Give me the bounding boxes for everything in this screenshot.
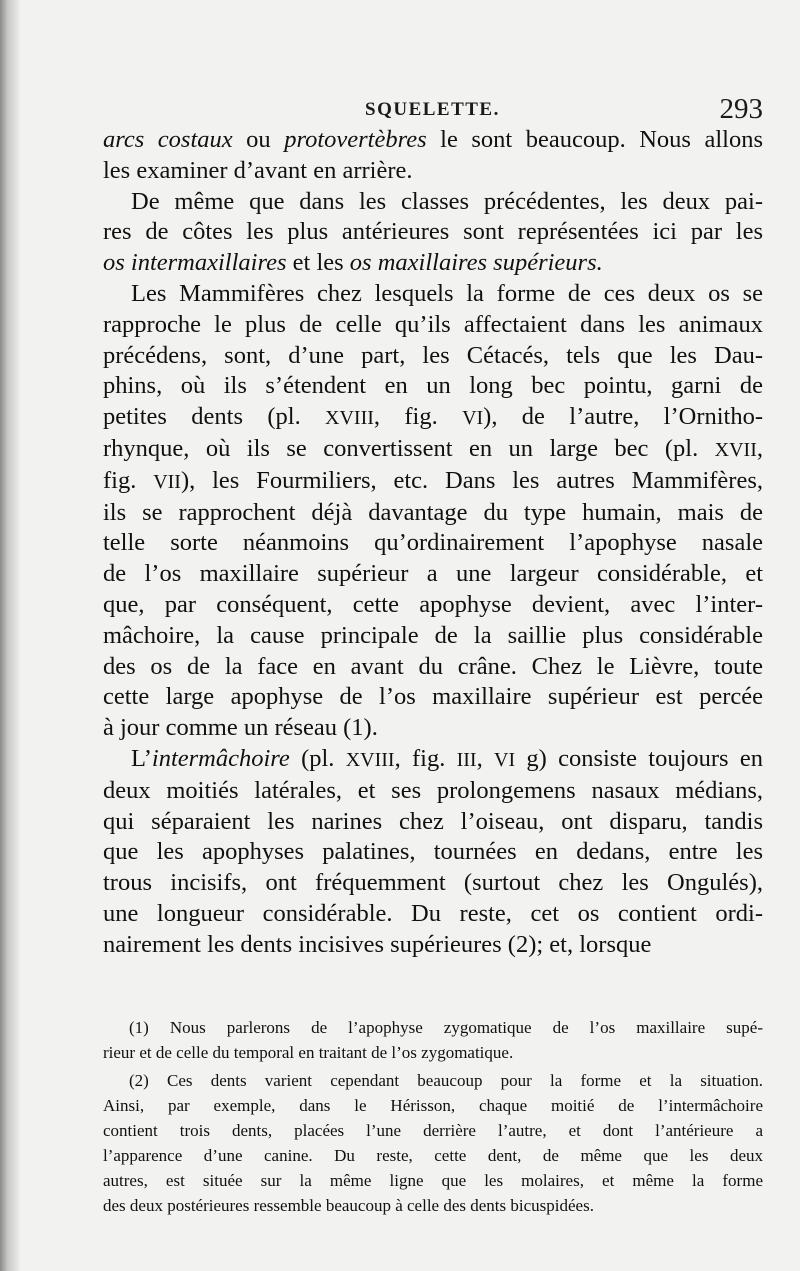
text-run: qui séparaient les narines chez l’oiseau, ont disparu, tandis [103, 807, 763, 835]
main-text [103, 125, 763, 961]
text-line [103, 187, 763, 218]
text-run: , fig. [394, 744, 457, 772]
text-run: petites dents (pl. [103, 403, 326, 431]
italic-run: os maxillaires supérieurs. [349, 249, 603, 277]
text-line [103, 930, 763, 961]
text-line [103, 498, 763, 529]
text-run: res de côtes les plus antérieures sont représentées ici par les [103, 218, 763, 246]
text-run: ), les Fourmiliers, etc. Dans les autres Mammifères, [180, 466, 763, 494]
text-line [103, 652, 763, 683]
text-run: des os de la face en avant du crâne. Chez le Lièvre, toute [103, 652, 763, 680]
text-line [103, 156, 763, 187]
text-run: III [456, 748, 477, 771]
italic-run: protovertèbres [284, 126, 427, 153]
text-run: VI [494, 748, 516, 771]
text-run: , [476, 744, 494, 772]
text-run: , fig. [373, 403, 463, 431]
text-run: mâchoire, la cause principale de la saillie plus considérable [103, 621, 763, 649]
italic-run: arcs costaux [103, 126, 233, 153]
text-run: de l’os maxillaire supérieur a une largeur considérable, et [103, 560, 763, 588]
text-run: que, par conséquent, cette apophyse devient, avec l’inter- [103, 590, 763, 618]
footnote-line: (1) Nous parlerons de l’apophyse zygomatique de l’os maxillaire supé- [129, 1018, 763, 1037]
text-run: cette large apophyse de l’os maxillaire supérieur est percée [103, 683, 763, 711]
footnote [103, 1068, 763, 1218]
text-run: ), de l’autre, l’Ornitho- [483, 403, 763, 431]
text-run: L’ [131, 744, 152, 772]
text-line [103, 559, 763, 590]
text-run: une longueur considérable. Du reste, cet os contient ordi- [103, 899, 763, 927]
text-line [103, 776, 763, 807]
text-run: à jour comme un réseau (1). [103, 714, 378, 742]
italic-run: os intermaxillaires [103, 249, 287, 277]
footnote-line: (2) Ces dents varient cependant beaucoup pour la forme et la situation. [129, 1071, 763, 1090]
text-run: XVII [714, 438, 757, 461]
text-line [103, 590, 763, 621]
text-line [103, 434, 763, 466]
text-line [103, 621, 763, 652]
text-line [103, 713, 763, 744]
text-run: , [756, 434, 763, 462]
running-title: SQUELETTE. [365, 99, 500, 120]
paragraph [103, 744, 763, 961]
text-line [103, 899, 763, 930]
footnote-line: rieur et de celle du temporal en traitant de l’os zygomatique. [103, 1043, 514, 1062]
text-run: rhynque, où ils se convertissent en un large bec (pl. [103, 434, 715, 462]
text-line [103, 125, 763, 156]
paragraph [103, 279, 763, 744]
page-header [103, 93, 763, 129]
text-run: ou [232, 126, 285, 153]
footnotes [103, 1015, 763, 1221]
text-run: XVIII [325, 407, 374, 430]
footnote-line: Ainsi, par exemple, dans le Hérisson, chaque moitié de l’intermâchoire [103, 1096, 763, 1115]
text-run: et les [286, 249, 350, 277]
text-run: rapproche le plus de celle qu’ils affectaient dans les animaux [103, 310, 763, 338]
page-gutter-shadow [0, 0, 20, 1271]
text-run: XVIII [345, 748, 395, 771]
text-line [103, 310, 763, 341]
paragraph [103, 125, 763, 187]
text-run: phins, où ils s’étendent en un long bec pointu, garni de [103, 372, 763, 400]
text-line [103, 402, 763, 434]
text-run: précédens, sont, d’une part, les Cétacés, tels que les Dau- [103, 341, 763, 369]
text-line [103, 279, 763, 310]
text-line [103, 466, 763, 498]
text-run: g) consiste toujours en [515, 744, 763, 772]
text-run: que les apophyses palatines, tournées en dedans, entre les [103, 838, 763, 866]
footnote-line: l’apparence d’une canine. Du reste, cette dent, de même que les deux [103, 1146, 763, 1165]
text-line [103, 682, 763, 713]
footnote [103, 1015, 763, 1065]
text-run: (pl. [289, 744, 346, 772]
text-line [103, 217, 763, 248]
text-line [103, 341, 763, 372]
footnote-line: des deux postérieures ressemble beaucoup à celle des dents bicuspidées. [103, 1196, 594, 1215]
text-run: deux moitiés latérales, et ses prolongemens nasaux médians, [103, 776, 763, 804]
text-run: VI [462, 407, 484, 430]
text-line [103, 248, 763, 279]
text-run: telle sorte néanmoins qu’ordinairement l’apophyse nasale [103, 529, 763, 557]
text-run: trous incisifs, ont fréquemment (surtout chez les Ongulés), [103, 869, 763, 897]
text-line [103, 371, 763, 402]
text-run: ils se rapprochent déjà davantage du type humain, mais de [103, 498, 763, 526]
italic-run: intermâchoire [151, 744, 290, 772]
text-run: le sont beaucoup. Nous allons [426, 126, 764, 153]
paragraph [103, 187, 763, 279]
page-number: 293 [719, 93, 763, 125]
text-run: nairement les dents incisives supérieures (2); et, lorsque [103, 930, 652, 958]
text-line [103, 528, 763, 559]
text-line [103, 868, 763, 899]
text-run: fig. [103, 466, 154, 494]
text-run: les examiner d’avant en arrière. [103, 156, 413, 184]
text-line [103, 807, 763, 838]
text-line [103, 837, 763, 868]
footnote-line: autres, est située sur la même ligne que les molaires, et même la forme [103, 1171, 763, 1190]
footnote-line: contient trois dents, placées l’une derrière l’autre, et dont l’antérieure a [103, 1121, 763, 1140]
text-line [103, 744, 763, 776]
text-run: VII [153, 470, 181, 493]
text-run: De même que dans les classes précédentes, les deux pai- [131, 187, 763, 215]
text-run: Les Mammifères chez lesquels la forme de ces deux os se [131, 279, 763, 307]
